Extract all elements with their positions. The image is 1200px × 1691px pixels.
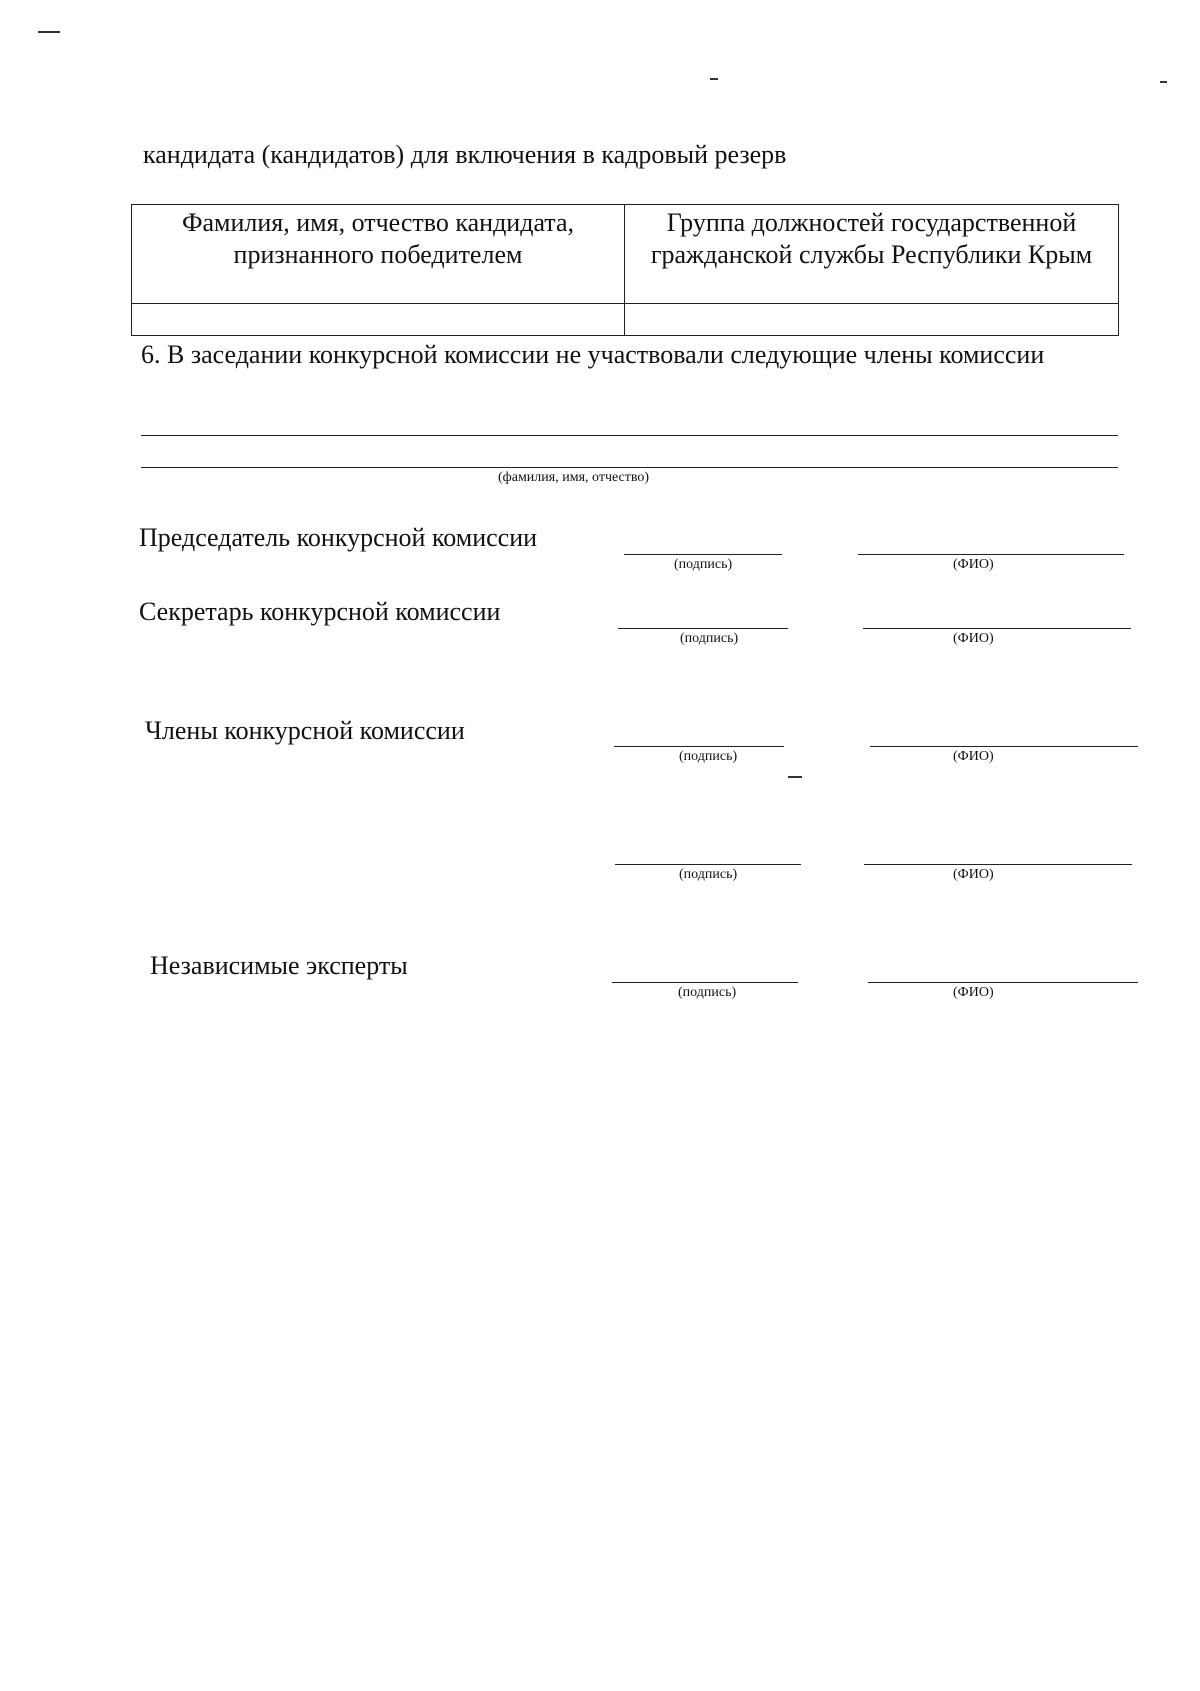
- candidate-table: [131, 204, 1119, 336]
- secretary-name-caption: (ФИО): [953, 631, 994, 646]
- scan-mark: [710, 78, 718, 80]
- table-cell-candidate-name[interactable]: [132, 304, 625, 336]
- member-2-name-caption: (ФИО): [953, 867, 994, 882]
- secretary-signature-line[interactable]: [618, 628, 788, 629]
- chairman-name-line[interactable]: [858, 554, 1124, 555]
- column-header-candidate-name: Фамилия, имя, отчество кандидата, признанного победителем: [132, 205, 625, 304]
- members-label: Члены конкурсной комиссии: [145, 716, 465, 745]
- table-header-row: [132, 205, 1119, 304]
- table-cell-position-group[interactable]: [625, 304, 1119, 336]
- column-header-position-group: Группа должностей государственной гражданской службы Республики Крым: [625, 205, 1119, 304]
- member-2-name-line[interactable]: [864, 864, 1132, 865]
- chairman-label: Председатель конкурсной комиссии: [139, 523, 538, 552]
- fill-caption: (фамилия, имя, отчество): [498, 470, 650, 485]
- chairman-name-caption: (ФИО): [953, 557, 994, 572]
- absent-members-line-1[interactable]: [141, 435, 1118, 436]
- experts-label: Независимые эксперты: [150, 951, 408, 980]
- scan-mark: [1160, 81, 1167, 83]
- chairman-signature-line[interactable]: [624, 554, 782, 555]
- member-1-name-caption: (ФИО): [953, 749, 994, 764]
- expert-name-caption: (ФИО): [953, 985, 994, 1000]
- scan-mark: [38, 31, 60, 33]
- scan-mark: [788, 776, 802, 778]
- member-1-name-line[interactable]: [870, 746, 1138, 747]
- member-1-signature-line[interactable]: [614, 746, 784, 747]
- section-6-text: 6. В заседании конкурсной комиссии не участвовали следующие члены комиссии: [141, 340, 1045, 369]
- table-row: [132, 304, 1119, 336]
- member-2-signature-line[interactable]: [615, 864, 801, 865]
- expert-name-line[interactable]: [868, 982, 1138, 983]
- secretary-name-line[interactable]: [863, 628, 1131, 629]
- chairman-signature-caption: (подпись): [674, 557, 733, 572]
- secretary-signature-caption: (подпись): [680, 631, 739, 646]
- member-2-signature-caption: (подпись): [679, 867, 738, 882]
- page-heading: кандидата (кандидатов) для включения в кадровый резерв: [143, 140, 787, 169]
- expert-signature-caption: (подпись): [678, 985, 737, 1000]
- expert-signature-line[interactable]: [612, 982, 798, 983]
- member-1-signature-caption: (подпись): [679, 749, 738, 764]
- secretary-label: Секретарь конкурсной комиссии: [139, 597, 501, 626]
- absent-members-line-2[interactable]: [141, 467, 1118, 468]
